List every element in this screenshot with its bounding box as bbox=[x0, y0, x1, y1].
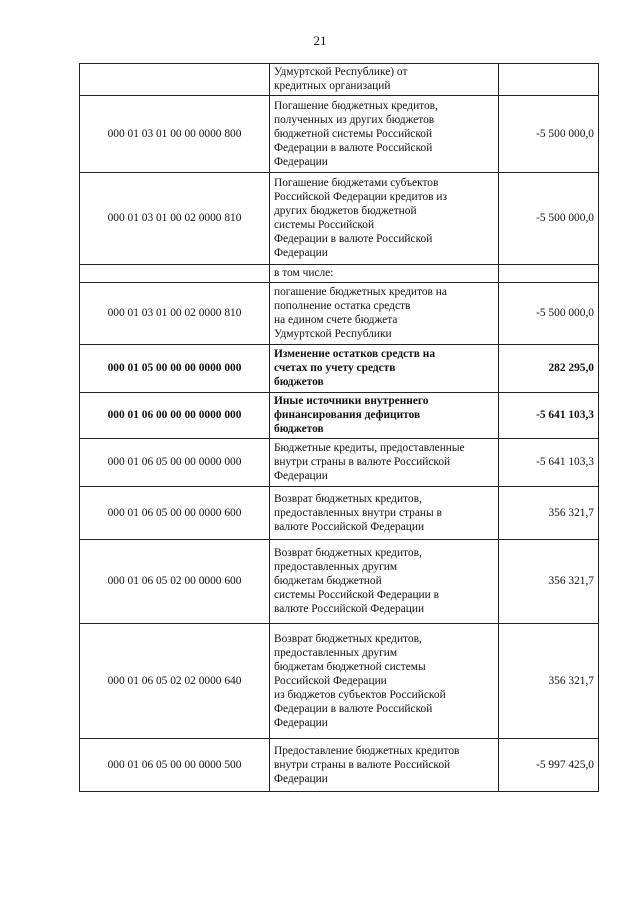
table-row bbox=[80, 487, 599, 540]
source-name-cell: Погашение бюджетами субъектов Российской Федерации кредитов из других бюджетов бюджетной системы Российской Федерации в валюте Российской Федерации bbox=[270, 173, 499, 265]
source-name-cell: погашение бюджетных кредитов на пополнение остатка средств на едином счете бюджета Удмуртской Республики bbox=[270, 283, 499, 345]
amount-cell: 356 321,7 bbox=[499, 540, 599, 624]
table-row bbox=[80, 345, 599, 393]
table-row bbox=[80, 96, 599, 173]
table-row bbox=[80, 173, 599, 265]
amount-cell bbox=[499, 64, 599, 96]
budget-code-cell: 000 01 06 05 02 00 0000 600 bbox=[80, 540, 270, 624]
budget-code-cell: 000 01 06 05 00 00 0000 500 bbox=[80, 739, 270, 792]
budget-code-cell bbox=[80, 265, 270, 283]
budget-code-cell bbox=[80, 64, 270, 96]
source-name-cell: Возврат бюджетных кредитов, предоставленных внутри страны в валюте Российской Федерации bbox=[270, 487, 499, 540]
source-name-cell: Погашение бюджетных кредитов, полученных из других бюджетов бюджетной системы Российской Федерации в валюте Российской Федерации bbox=[270, 96, 499, 173]
source-name-cell: в том числе: bbox=[270, 265, 499, 283]
source-name-cell: Иные источники внутреннего финансирования дефицитов бюджетов bbox=[270, 393, 499, 439]
amount-cell: -5 997 425,0 bbox=[499, 739, 599, 792]
source-name-cell: Бюджетные кредиты, предоставленные внутри страны в валюте Российской Федерации bbox=[270, 439, 499, 487]
amount-cell bbox=[499, 265, 599, 283]
budget-code-cell: 000 01 03 01 00 02 0000 810 bbox=[80, 173, 270, 265]
source-name-cell: Предоставление бюджетных кредитов внутри страны в валюте Российской Федерации bbox=[270, 739, 499, 792]
table-row bbox=[80, 540, 599, 624]
amount-cell: 282 295,0 bbox=[499, 345, 599, 393]
budget-code-cell: 000 01 03 01 00 02 0000 810 bbox=[80, 283, 270, 345]
table-row bbox=[80, 439, 599, 487]
budget-code-cell: 000 01 03 01 00 00 0000 800 bbox=[80, 96, 270, 173]
source-name-cell: Возврат бюджетных кредитов, предоставленных другим бюджетам бюджетной системы Российской Федерации из бюджетов субъектов Российской Федерации в валюте Российской Федерации bbox=[270, 624, 499, 739]
budget-code-cell: 000 01 06 05 00 00 0000 600 bbox=[80, 487, 270, 540]
amount-cell: 356 321,7 bbox=[499, 624, 599, 739]
budget-code-cell: 000 01 05 00 00 00 0000 000 bbox=[80, 345, 270, 393]
amount-cell: -5 641 103,3 bbox=[499, 439, 599, 487]
table-row bbox=[80, 393, 599, 439]
source-name-cell: Возврат бюджетных кредитов, предоставленных другим бюджетам бюджетной системы Российской Федерации в валюте Российской Федерации bbox=[270, 540, 499, 624]
amount-cell: -5 500 000,0 bbox=[499, 283, 599, 345]
table-row bbox=[80, 265, 599, 283]
table-row bbox=[80, 64, 599, 96]
amount-cell: -5 641 103,3 bbox=[499, 393, 599, 439]
amount-cell: 356 321,7 bbox=[499, 487, 599, 540]
amount-cell: -5 500 000,0 bbox=[499, 96, 599, 173]
budget-code-cell: 000 01 06 05 02 02 0000 640 bbox=[80, 624, 270, 739]
budget-code-cell: 000 01 06 00 00 00 0000 000 bbox=[80, 393, 270, 439]
table-row bbox=[80, 624, 599, 739]
source-name-cell: Изменение остатков средств на счетах по учету средств бюджетов bbox=[270, 345, 499, 393]
table-row bbox=[80, 739, 599, 792]
page-number: 21 bbox=[313, 33, 327, 48]
budget-sources-table bbox=[79, 63, 599, 792]
budget-code-cell: 000 01 06 05 00 00 0000 000 bbox=[80, 439, 270, 487]
amount-cell: -5 500 000,0 bbox=[499, 173, 599, 265]
source-name-cell: Удмуртской Республике) от кредитных организаций bbox=[270, 64, 499, 96]
table-row bbox=[80, 283, 599, 345]
